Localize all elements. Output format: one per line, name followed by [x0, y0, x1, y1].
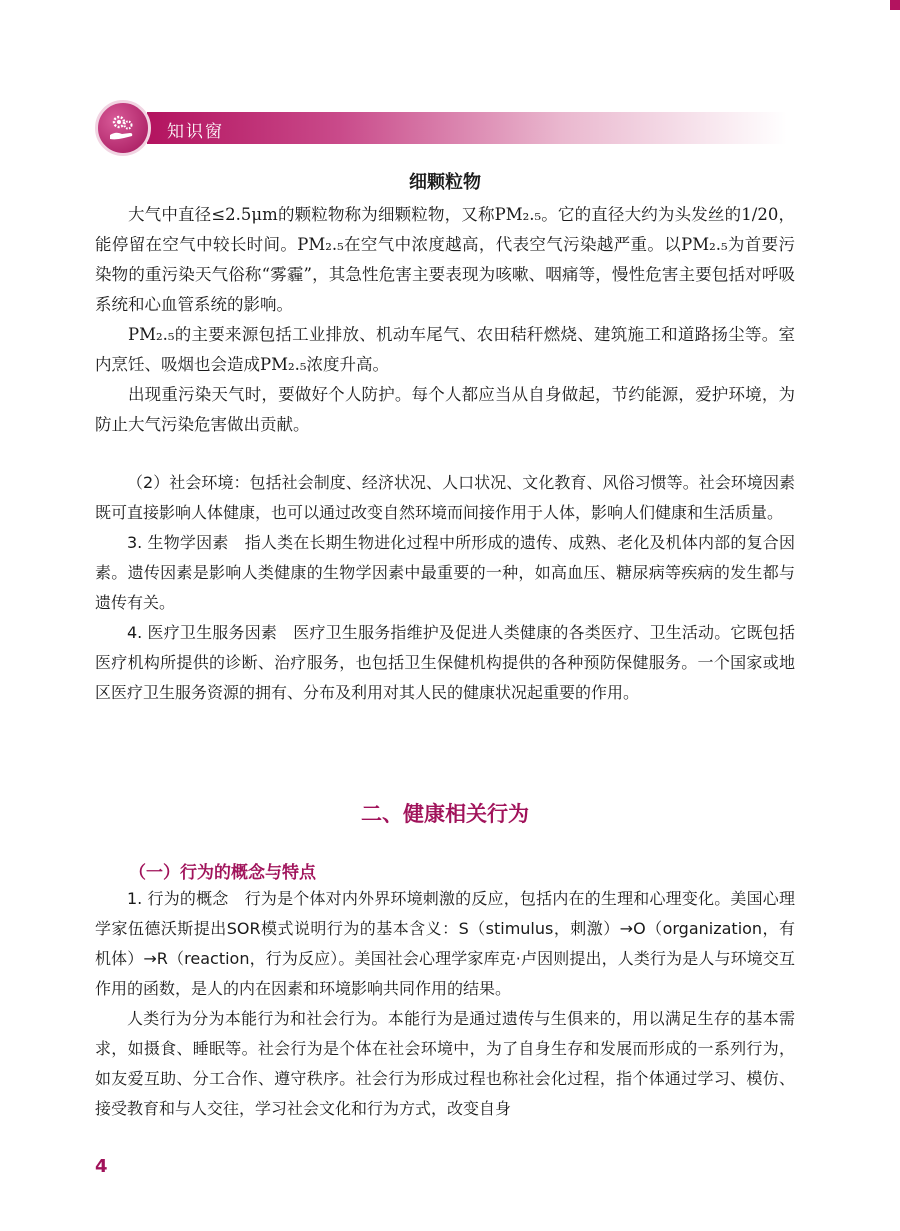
knowledge-window-paragraph: PM₂.₅的主要来源包括工业排放、机动车尾气、农田秸秆燃烧、建筑施工和道路扬尘等。室内烹饪、吸烟也会造成PM₂.₅浓度升高。	[95, 325, 795, 374]
body-paragraph: 3. 生物学因素 指人类在长期生物进化过程中所形成的遗传、成熟、老化及机体内部的复合因素。遗传因素是影响人类健康的生物学因素中最重要的一种，如高血压、糖尿病等疾病的发生都与遗传有关。	[95, 533, 795, 612]
knowledge-window-band	[147, 112, 787, 144]
knowledge-window-paragraph: 出现重污染天气时，要做好个人防护。每个人都应当从自身做起，节约能源，爱护环境，为防止大气污染危害做出贡献。	[95, 385, 795, 434]
subsection-title: （一）行为的概念与特点	[129, 863, 316, 883]
body-paragraph: 人类行为分为本能行为和社会行为。本能行为是通过遗传与生俱来的，用以满足生存的基本需求，如摄食、睡眠等。社会行为是个体在社会环境中，为了自身生存和发展而形成的一系列行为，如友爱互助、分工合作、遵守秩序。社会行为形成过程也称社会化过程，指个体通过学习、模仿、接受教育和与人交往，学习社会文化和行为方式，改变自身	[95, 1009, 795, 1118]
page-number: 4	[95, 1156, 108, 1177]
body-paragraph: 4. 医疗卫生服务因素 医疗卫生服务指维护及促进人类健康的各类医疗、卫生活动。它既包括医疗机构所提供的诊断、治疗服务，也包括卫生保健机构提供的各种预防保健服务。一个国家或地区医疗卫生服务资源的拥有、分布及利用对其人民的健康状况起重要的作用。	[95, 623, 795, 702]
gears-hand-icon	[95, 100, 151, 156]
section-title: 二、健康相关行为	[361, 802, 529, 826]
section-text	[95, 884, 795, 1124]
knowledge-window-paragraph: 大气中直径≤2.5μm的颗粒物称为细颗粒物，又称PM₂.₅。它的直径大约为头发丝的1/20，能停留在空气中较长时间。PM₂.₅在空气中浓度越高，代表空气污染越严重。以PM₂.₅为首要污染物的重污染天气俗称“雾霾”，其急性危害主要表现为咳嗽、咽痛等，慢性危害主要包括对呼吸系统和心血管系统的影响。	[95, 205, 795, 314]
body-text	[95, 468, 795, 708]
knowledge-window-title: 细颗粒物	[409, 172, 481, 193]
knowledge-window-label: 知识窗	[167, 122, 224, 142]
body-paragraph: （2）社会环境：包括社会制度、经济状况、人口状况、文化教育、风俗习惯等。社会环境因素既可直接影响人体健康，也可以通过改变自然环境而间接作用于人体，影响人们健康和生活质量。	[95, 473, 795, 522]
knowledge-window-header	[95, 100, 795, 156]
body-paragraph: 1. 行为的概念 行为是个体对内外界环境刺激的反应，包括内在的生理和心理变化。美国心理学家伍德沃斯提出SOR模式说明行为的基本含义：S（stimulus，刺激）→O（organization，有机体）→R（reaction，行为反应）。美国社会心理学家库克·卢因则提出，人类行为是人与环境交互作用的函数，是人的内在因素和环境影响共同作用的结果。	[95, 889, 795, 998]
page-corner-mark	[890, 0, 900, 10]
knowledge-window-content	[95, 200, 795, 440]
